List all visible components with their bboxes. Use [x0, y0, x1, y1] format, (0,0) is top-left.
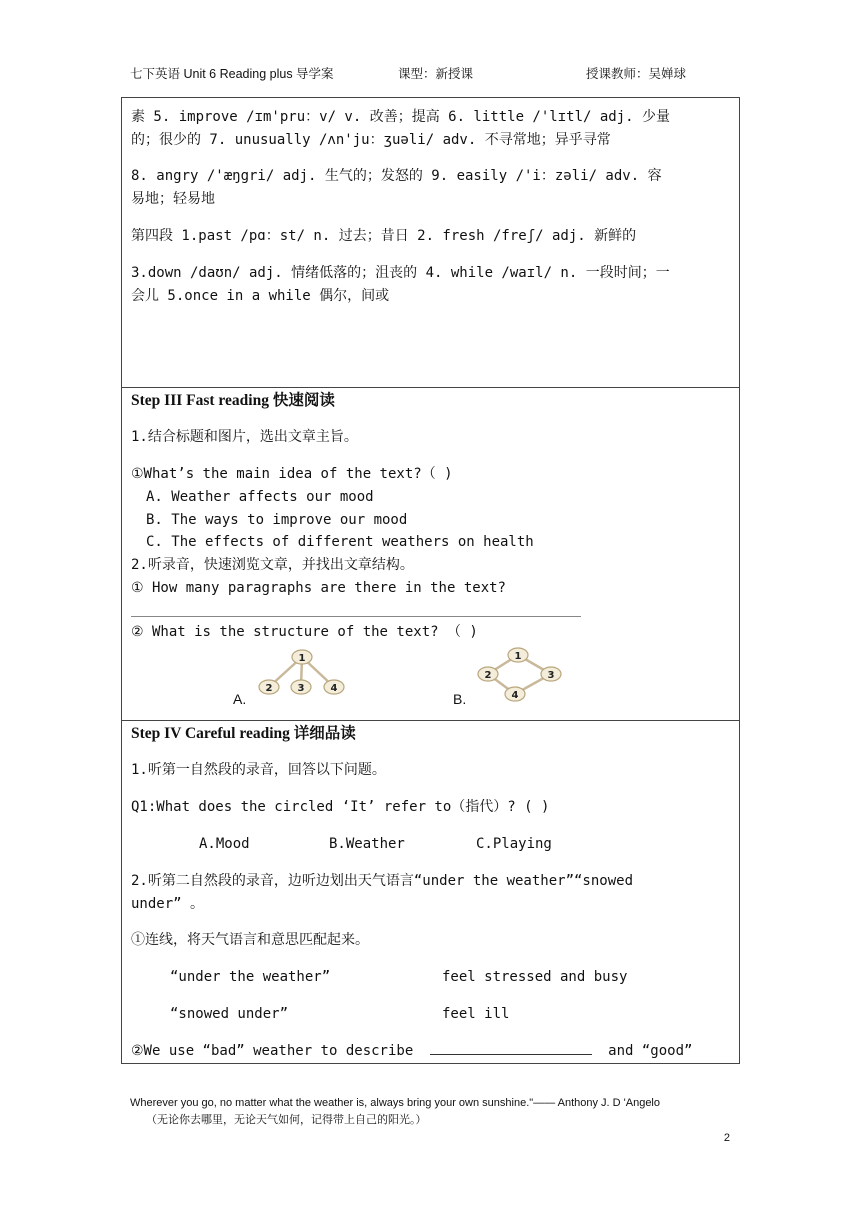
vocab-line: 易地；轻易地	[131, 191, 215, 207]
step4-question2	[131, 1040, 692, 1062]
structure-label-a: A.	[233, 691, 247, 707]
match-right-item[interactable]: feel ill	[442, 1006, 510, 1022]
node-3: 3	[297, 683, 305, 694]
page-header	[130, 64, 770, 82]
answer-line[interactable]	[131, 616, 581, 617]
page-footer	[130, 1097, 750, 1127]
vocab-line: 素 5. improve /ɪm'pru：v/ v. 改善；提高 6. little /'lɪtl/ adj. 少量	[131, 109, 671, 125]
option-b: B.Weather	[329, 836, 405, 852]
match-left-item[interactable]: “under the weather”	[170, 969, 331, 985]
option-b: B. The ways to improve our mood	[146, 512, 408, 528]
vocab-line: 的；很少的 7. unusually /ʌn'ju：ʒuəli/ adv. 不寻常地；异乎寻常	[131, 132, 611, 148]
node-1: 1	[298, 653, 306, 664]
lesson-type: 课型：新授课	[398, 67, 474, 81]
step4-question1: Q1:What does the circled ‘It’ refer to（指代）? ( )	[131, 799, 550, 815]
question2-text: ②We use “bad” weather to describe	[131, 1043, 414, 1059]
option-a: A.Mood	[199, 836, 250, 852]
step4-task1: 1.听第一自然段的录音，回答以下问题。	[131, 762, 386, 778]
step3-question2: ① How many paragraphs are there in the text?	[131, 580, 506, 596]
teacher-name: 授课教师：吴婵球	[586, 67, 687, 81]
footer-translation: （无论你去哪里，无论天气如何，记得带上自己的阳光。）	[146, 1114, 427, 1126]
step4-task2: 2.听第二自然段的录音，边听边划出天气语言“under the weather”“snowed	[131, 873, 634, 889]
node-4: 4	[511, 690, 519, 701]
step4-title: Step IV Careful reading 详细品读	[131, 725, 356, 742]
page-number: 2	[723, 1132, 730, 1144]
fill-blank[interactable]	[430, 1054, 592, 1055]
tree-structure-diagram	[257, 647, 352, 705]
vocab-line: 3.down /daʊn/ adj. 情绪低落的；沮丧的 4. while /waɪl/ n. 一段时间；一	[131, 265, 670, 281]
match-instruction: ①连线，将天气语言和意思匹配起来。	[131, 932, 369, 948]
vocab-line: 8. angry /'æŋgri/ adj. 生气的；发怒的 9. easily /'i：zəli/ adv. 容	[131, 168, 662, 184]
match-left-item[interactable]: “snowed under”	[170, 1006, 289, 1022]
loop-structure-diagram	[475, 647, 570, 705]
step3-section	[122, 388, 739, 721]
node-1: 1	[514, 651, 522, 662]
vocabulary-section	[122, 98, 739, 388]
worksheet-table	[121, 97, 740, 1064]
option-c: C. The effects of different weathers on health	[146, 534, 534, 550]
node-3: 3	[547, 670, 555, 681]
vocab-line: 第四段 1.past /pɑ：st/ n. 过去；昔日 2. fresh /freʃ/ adj. 新鲜的	[131, 228, 637, 244]
node-2: 2	[265, 683, 273, 694]
footer-quote: Wherever you go, no matter what the weather is, always bring your own sunshine."—— Anthony J. D 'Angelo	[130, 1097, 660, 1109]
step3-task2: 2.听录音，快速浏览文章，并找出文章结构。	[131, 557, 414, 573]
node-2: 2	[484, 670, 492, 681]
step3-question3: ② What is the structure of the text? （ )	[131, 624, 478, 640]
doc-title: 七下英语 Unit 6 Reading plus 导学案	[130, 67, 334, 81]
step3-question1: ①What’s the main idea of the text?（ )	[131, 466, 453, 482]
match-right-item[interactable]: feel stressed and busy	[442, 969, 628, 985]
structure-label-b: B.	[453, 691, 467, 707]
option-a: A. Weather affects our mood	[146, 489, 374, 505]
node-4: 4	[330, 683, 338, 694]
question2-text-end: and “good”	[608, 1043, 693, 1059]
option-c: C.Playing	[476, 836, 552, 852]
step4-task2-cont: under” 。	[131, 896, 205, 912]
vocab-line: 会儿 5.once in a while 偶尔，间或	[131, 288, 390, 304]
step4-section	[122, 721, 739, 1063]
step3-task1: 1.结合标题和图片，选出文章主旨。	[131, 429, 358, 445]
step3-title: Step III Fast reading 快速阅读	[131, 392, 335, 409]
